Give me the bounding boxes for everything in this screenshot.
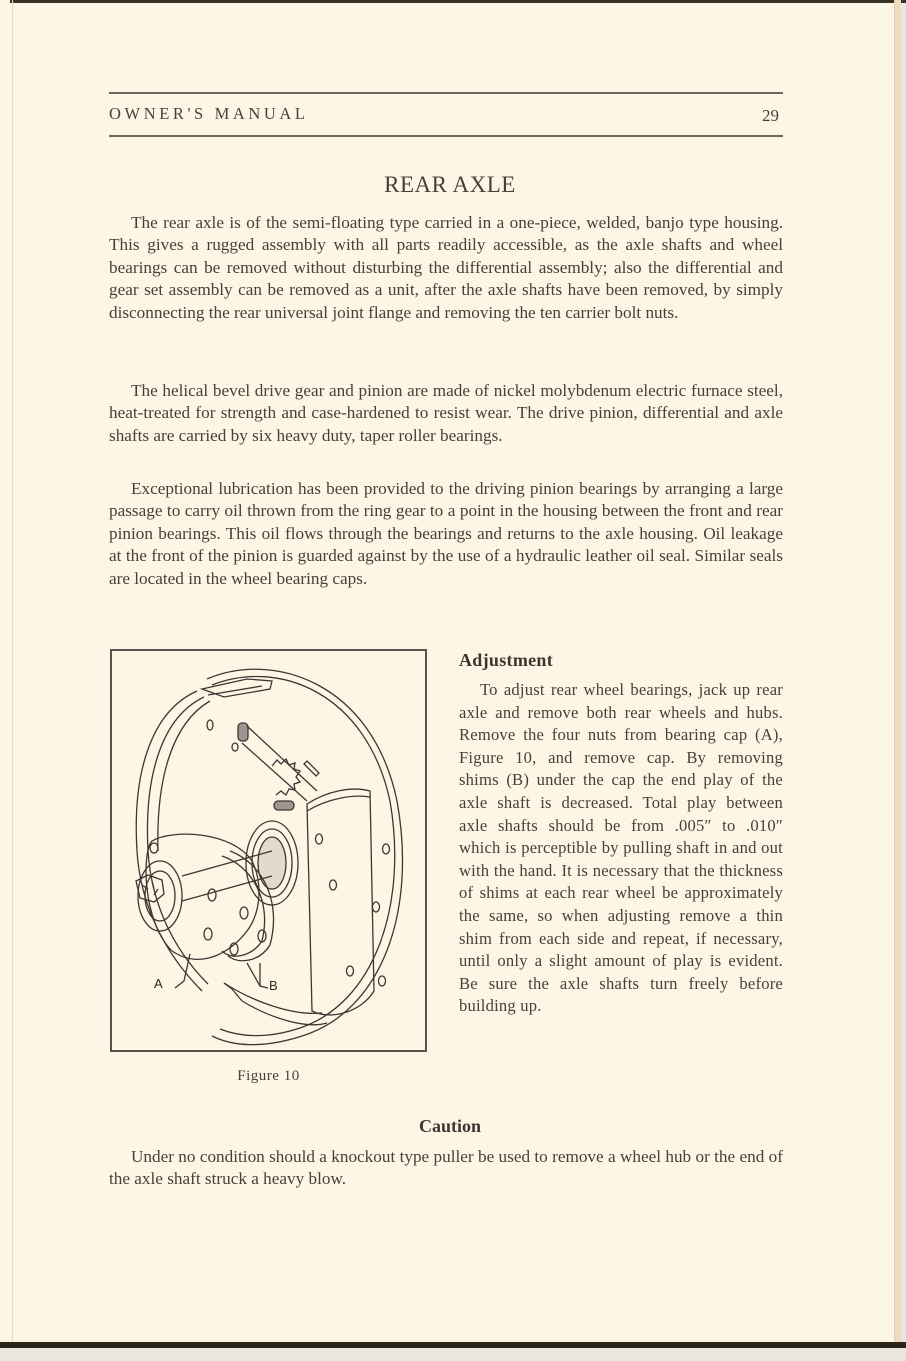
paragraph-3: Exceptional lubrication has been provided to the driving pinion bearings by arranging a large passage to carry oil thrown from the ring gear to a point in the housing between the front and rear pinion bearings. This oil flows through the bearings and returns to the axle housing. Oil leakage at the front of the pinion is guarded against by the use of a hydraulic leather oil seal. Similar seals are located in the wheel bearing caps. [109, 479, 783, 588]
caution-text: Under no condition should a knockout type puller be used to remove a wheel hub or the end of the axle shaft struck a heavy blow. [109, 1147, 783, 1189]
header-rule-top [109, 92, 783, 94]
adjustment-text: To adjust rear wheel bearings, jack up rear axle and remove both rear wheels and hubs. Remove the four nuts from bearing cap (A), Figure 10, and remove cap. By removing shims (B) under the cap the end play of the axle shaft is decreased. Total play between axle shafts should be from .005″ to .010″ which is perceptible by pulling shaft in and out with the hand. It is necessary that the thickness of shims at each rear wheel be approximately the same, so when adjusting remove a thin shim from each side and repeat, if necessary, until only a slight amount of play is evident. Be sure the axle shafts turn freely before building up. [459, 680, 783, 1016]
figure-label-b: B [269, 978, 278, 993]
figure-10-illustration [110, 649, 427, 1052]
paragraph-2: The helical bevel drive gear and pinion are made of nickel molybdenum electric furnace steel, heat-treated for strength and case-hardened to resist wear. The drive pinion, differential and axle shafts are carried by six heavy duty, taper roller bearings. [109, 381, 783, 445]
figure-caption: Figure 10 [237, 1068, 300, 1084]
page-right-edge [894, 0, 901, 1345]
caution-heading: Caution [418, 1116, 481, 1136]
page-number: 29 [762, 106, 779, 125]
figure-label-a: A [154, 976, 163, 991]
section-title: REAR AXLE [384, 172, 516, 197]
page-top-edge [10, 0, 906, 3]
adjustment-heading: Adjustment [459, 650, 554, 670]
header-rule-bottom [109, 135, 783, 137]
paragraph-1: The rear axle is of the semi-floating type carried in a one-piece, welded, banjo type housing. This gives a rugged assembly with all parts readily accessible, as the axle shafts and wheel bearings can be removed without disturbing the differential assembly; also the differential and gear set assembly can be removed as a unit, after the axle shafts have been removed, by simply disconnecting the rear universal joint flange and removing the ten carrier bolt nuts. [109, 213, 783, 322]
running-head: OWNER'S MANUAL [109, 104, 309, 123]
page-bottom-edge [0, 1342, 906, 1348]
page-gutter-line [12, 0, 13, 1345]
